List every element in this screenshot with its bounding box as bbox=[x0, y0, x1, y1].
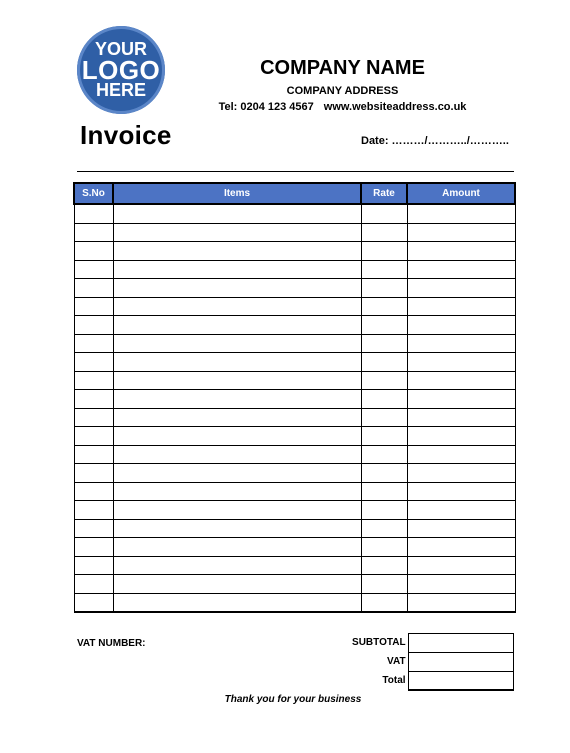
cell-sno[interactable] bbox=[74, 501, 113, 520]
cell-amount[interactable] bbox=[407, 575, 515, 594]
cell-item[interactable] bbox=[113, 242, 361, 261]
cell-sno[interactable] bbox=[74, 334, 113, 353]
cell-item[interactable] bbox=[113, 316, 361, 335]
cell-item[interactable] bbox=[113, 538, 361, 557]
column-header-sno: S.No bbox=[74, 183, 113, 204]
cell-item[interactable] bbox=[113, 482, 361, 501]
table-row bbox=[74, 223, 515, 242]
vat-number-label: VAT NUMBER: bbox=[77, 638, 146, 649]
cell-sno[interactable] bbox=[74, 445, 113, 464]
cell-item[interactable] bbox=[113, 297, 361, 316]
date-field[interactable]: Date: ………/………../……….. bbox=[361, 135, 509, 147]
table-row bbox=[74, 482, 515, 501]
table-row bbox=[74, 593, 515, 612]
table-row bbox=[74, 538, 515, 557]
cell-item[interactable] bbox=[113, 593, 361, 612]
cell-rate[interactable] bbox=[361, 519, 407, 538]
cell-amount[interactable] bbox=[407, 260, 515, 279]
cell-rate[interactable] bbox=[361, 538, 407, 557]
company-website: www.websiteaddress.co.uk bbox=[323, 101, 467, 113]
column-header-rate: Rate bbox=[361, 183, 407, 204]
cell-item[interactable] bbox=[113, 445, 361, 464]
invoice-title: Invoice bbox=[80, 120, 172, 150]
cell-sno[interactable] bbox=[74, 242, 113, 261]
invoice-items-table bbox=[73, 182, 516, 613]
cell-item[interactable] bbox=[113, 279, 361, 298]
thank-you-note: Thank you for your business bbox=[224, 694, 362, 705]
total-field[interactable] bbox=[408, 671, 514, 691]
table-row bbox=[74, 242, 515, 261]
totals-block bbox=[320, 633, 514, 690]
cell-rate[interactable] bbox=[361, 556, 407, 575]
table-row bbox=[74, 316, 515, 335]
cell-item[interactable] bbox=[113, 464, 361, 483]
cell-sno[interactable] bbox=[74, 371, 113, 390]
table-row bbox=[74, 371, 515, 390]
company-contact bbox=[200, 101, 485, 113]
cell-rate[interactable] bbox=[361, 593, 407, 612]
cell-rate[interactable] bbox=[361, 482, 407, 501]
cell-sno[interactable] bbox=[74, 408, 113, 427]
total-row bbox=[320, 671, 514, 690]
cell-amount[interactable] bbox=[407, 593, 515, 612]
vat-label: VAT bbox=[387, 656, 406, 667]
cell-amount[interactable] bbox=[407, 204, 515, 223]
cell-sno[interactable] bbox=[74, 279, 113, 298]
table-header-row bbox=[74, 183, 515, 204]
column-header-items: Items bbox=[113, 183, 361, 204]
table-row bbox=[74, 408, 515, 427]
cell-amount[interactable] bbox=[407, 427, 515, 446]
cell-sno[interactable] bbox=[74, 204, 113, 223]
cell-amount[interactable] bbox=[407, 482, 515, 501]
cell-amount[interactable] bbox=[407, 297, 515, 316]
cell-sno[interactable] bbox=[74, 260, 113, 279]
logo-text-line1: YOUR bbox=[94, 38, 147, 59]
cell-sno[interactable] bbox=[74, 556, 113, 575]
cell-rate[interactable] bbox=[361, 408, 407, 427]
cell-item[interactable] bbox=[113, 371, 361, 390]
cell-rate[interactable] bbox=[361, 334, 407, 353]
table-row bbox=[74, 260, 515, 279]
cell-item[interactable] bbox=[113, 223, 361, 242]
cell-item[interactable] bbox=[113, 334, 361, 353]
cell-rate[interactable] bbox=[361, 427, 407, 446]
table-row bbox=[74, 519, 515, 538]
cell-amount[interactable] bbox=[407, 242, 515, 261]
table-row bbox=[74, 204, 515, 223]
table-row bbox=[74, 279, 515, 298]
cell-rate[interactable] bbox=[361, 242, 407, 261]
cell-rate[interactable] bbox=[361, 204, 407, 223]
table-row bbox=[74, 353, 515, 372]
company-tel: Tel: 0204 123 4567 bbox=[218, 101, 314, 113]
cell-amount[interactable] bbox=[407, 353, 515, 372]
cell-rate[interactable] bbox=[361, 390, 407, 409]
cell-item[interactable] bbox=[113, 501, 361, 520]
cell-rate[interactable] bbox=[361, 371, 407, 390]
cell-item[interactable] bbox=[113, 353, 361, 372]
cell-rate[interactable] bbox=[361, 464, 407, 483]
cell-amount[interactable] bbox=[407, 408, 515, 427]
total-label: Total bbox=[382, 675, 406, 686]
table-row bbox=[74, 334, 515, 353]
table-row bbox=[74, 464, 515, 483]
cell-rate[interactable] bbox=[361, 297, 407, 316]
cell-item[interactable] bbox=[113, 204, 361, 223]
cell-item[interactable] bbox=[113, 427, 361, 446]
logo-text-line3: HERE bbox=[95, 80, 146, 101]
cell-rate[interactable] bbox=[361, 575, 407, 594]
cell-rate[interactable] bbox=[361, 279, 407, 298]
table-row bbox=[74, 501, 515, 520]
cell-amount[interactable] bbox=[407, 390, 515, 409]
cell-rate[interactable] bbox=[361, 501, 407, 520]
cell-rate[interactable] bbox=[361, 316, 407, 335]
cell-sno[interactable] bbox=[74, 575, 113, 594]
cell-amount[interactable] bbox=[407, 519, 515, 538]
cell-item[interactable] bbox=[113, 556, 361, 575]
table-row bbox=[74, 445, 515, 464]
cell-amount[interactable] bbox=[407, 445, 515, 464]
cell-amount[interactable] bbox=[407, 538, 515, 557]
cell-amount[interactable] bbox=[407, 556, 515, 575]
company-logo bbox=[77, 26, 165, 114]
company-name: COMPANY NAME bbox=[260, 57, 425, 79]
cell-sno[interactable] bbox=[74, 223, 113, 242]
cell-amount[interactable] bbox=[407, 371, 515, 390]
cell-item[interactable] bbox=[113, 575, 361, 594]
cell-item[interactable] bbox=[113, 408, 361, 427]
cell-item[interactable] bbox=[113, 260, 361, 279]
cell-amount[interactable] bbox=[407, 316, 515, 335]
cell-rate[interactable] bbox=[361, 260, 407, 279]
vat-field[interactable] bbox=[408, 652, 514, 671]
cell-amount[interactable] bbox=[407, 279, 515, 298]
subtotal-label: SUBTOTAL bbox=[352, 637, 406, 648]
cell-sno[interactable] bbox=[74, 482, 113, 501]
cell-amount[interactable] bbox=[407, 501, 515, 520]
subtotal-field[interactable] bbox=[408, 633, 514, 652]
company-address: COMPANY ADDRESS bbox=[286, 85, 399, 97]
cell-rate[interactable] bbox=[361, 353, 407, 372]
header-divider bbox=[77, 171, 514, 172]
table-row bbox=[74, 427, 515, 446]
cell-item[interactable] bbox=[113, 519, 361, 538]
cell-sno[interactable] bbox=[74, 593, 113, 612]
vat-row bbox=[320, 652, 514, 671]
column-header-amount: Amount bbox=[407, 183, 515, 204]
cell-sno[interactable] bbox=[74, 538, 113, 557]
table-row bbox=[74, 390, 515, 409]
logo-text-line2: LOGO bbox=[81, 54, 161, 85]
cell-item[interactable] bbox=[113, 390, 361, 409]
cell-amount[interactable] bbox=[407, 334, 515, 353]
cell-sno[interactable] bbox=[74, 353, 113, 372]
cell-sno[interactable] bbox=[74, 316, 113, 335]
table-row bbox=[74, 556, 515, 575]
cell-rate[interactable] bbox=[361, 223, 407, 242]
cell-sno[interactable] bbox=[74, 519, 113, 538]
cell-sno[interactable] bbox=[74, 297, 113, 316]
subtotal-row bbox=[320, 633, 514, 652]
cell-amount[interactable] bbox=[407, 223, 515, 242]
table-row bbox=[74, 575, 515, 594]
cell-sno[interactable] bbox=[74, 390, 113, 409]
cell-sno[interactable] bbox=[74, 427, 113, 446]
cell-rate[interactable] bbox=[361, 445, 407, 464]
cell-sno[interactable] bbox=[74, 464, 113, 483]
cell-amount[interactable] bbox=[407, 464, 515, 483]
table-row bbox=[74, 297, 515, 316]
